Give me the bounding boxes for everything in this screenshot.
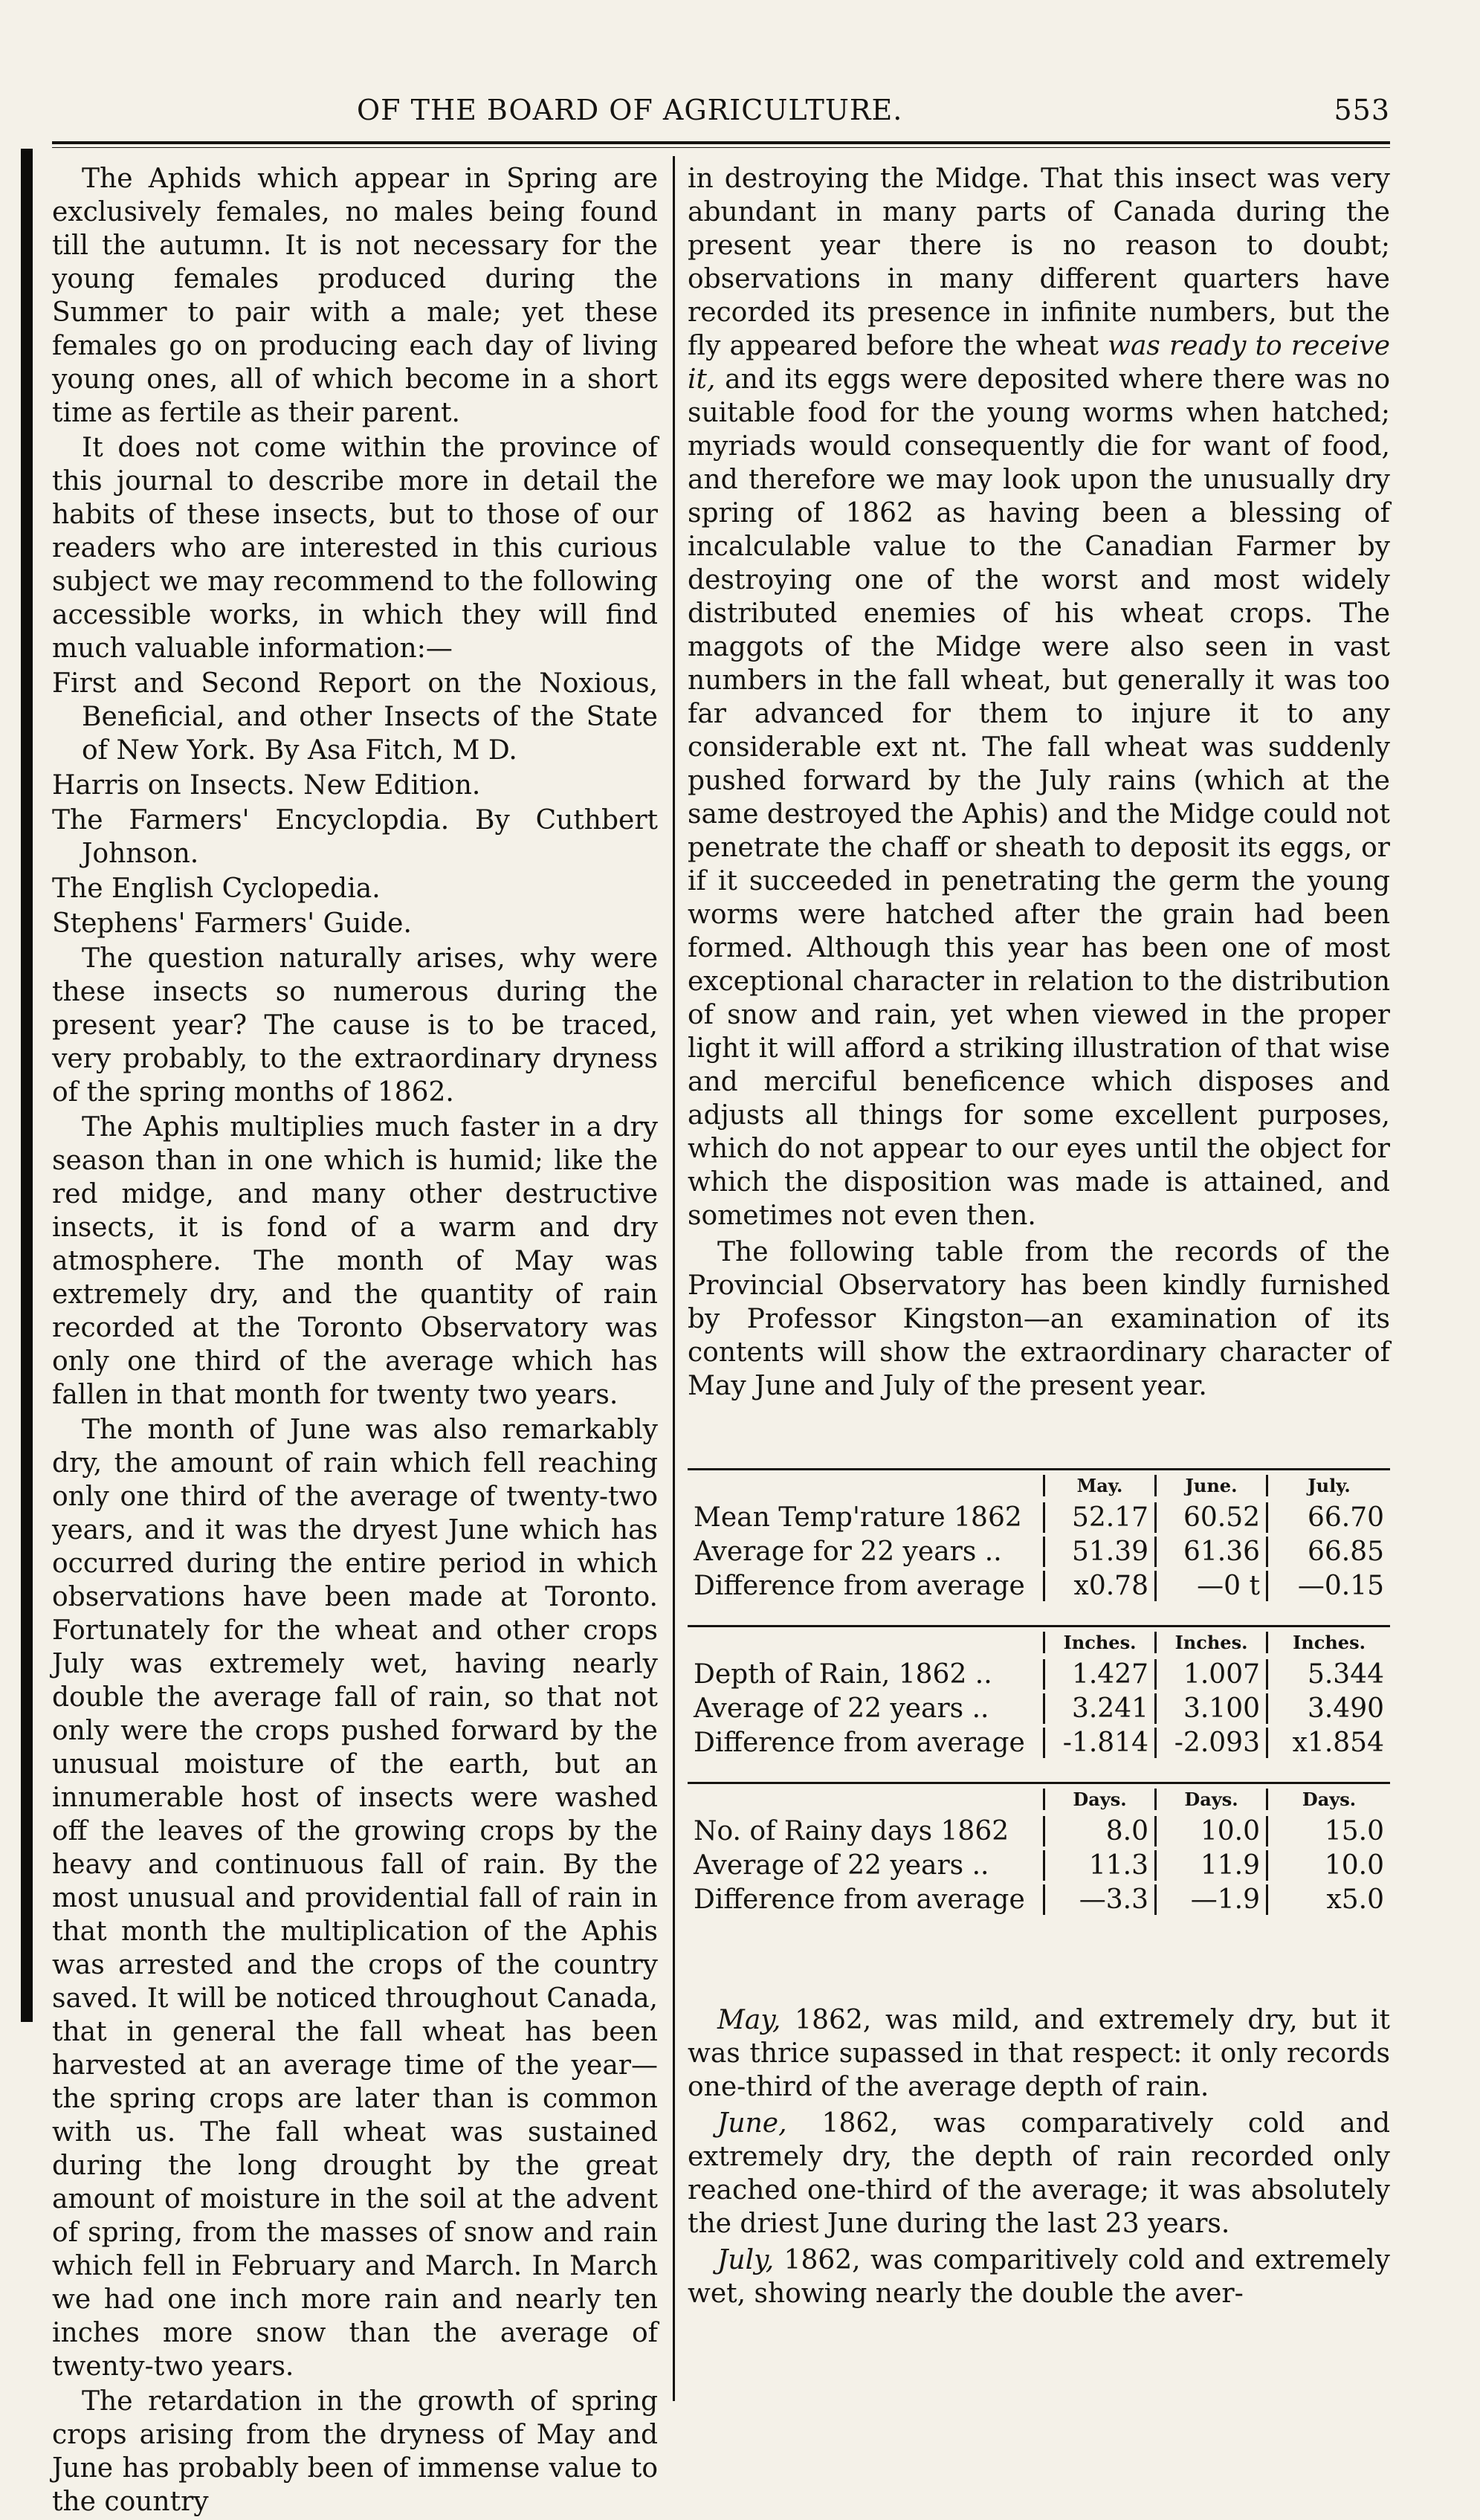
italic-phrase: was ready to receive it, [688,331,1391,395]
page-number: 553 [1334,94,1390,126]
column-header: Inches. [1043,1632,1154,1653]
left-column [52,162,658,2520]
table-block-temperature [688,1470,1390,1603]
paragraph: The following table from the records of the Provincial Observatory has been kindly furnished by Professor Kingston—an examination of its contents will show the extraordinary character of May June and July of the present year. [688,1237,1390,1401]
reference-item: The English Cyclopedia. [52,873,381,904]
table-block-rain [688,1627,1390,1760]
weather-table [688,1468,1390,1916]
table-cell: 10.0 [1154,1816,1266,1847]
table-cell: 15.0 [1266,1816,1390,1847]
right-column-continued [688,2003,1390,2313]
header-rule [52,141,1390,144]
table-cell: 66.85 [1266,1537,1390,1567]
table-cell: 3.490 [1266,1693,1390,1724]
table-cell: x0.78 [1043,1571,1154,1601]
row-label: Difference from average [694,1884,1025,1915]
paragraph [688,162,1390,1232]
table-cell: —1.9 [1154,1884,1266,1915]
table-cell: 10.0 [1266,1850,1390,1881]
table-cell: -2.093 [1154,1728,1266,1758]
running-title: OF THE BOARD OF AGRICULTURE. [357,94,903,126]
table-row [688,1814,1390,1848]
text-run: 1862, was mild, and extremely dry, but it was thrice supassed in that respect: it only records one-third of the average depth of rain. [688,2005,1390,2102]
table-cell: 1.007 [1154,1659,1266,1690]
paragraph [688,2107,1390,2240]
row-label: No. of Rainy days 1862 [694,1815,1009,1847]
table-header-row [688,1784,1390,1814]
table-header-row [688,1627,1390,1657]
row-label: Average of 22 years .. [694,1693,989,1724]
paragraph: The question naturally arises, why were these insects so numerous during the present year? The cause is to be traced, very probably, to the extraordinary dryness of the spring months of 1862. [52,943,658,1108]
table-row [688,1725,1390,1760]
column-header: July. [1266,1475,1390,1496]
paragraph: The Aphis multiplies much faster in a dry season than in one which is humid; like the red midge, and many other destructive insects, it is fond of a warm and dry atmosphere. The month of May was extremely dry, and the quantity of rain recorded at the Toronto Observatory was only one third of the average which has fallen in that month for twenty two years. [52,1112,658,1410]
table-row [688,1568,1390,1603]
paragraph: The month of June was also remarkably dry, the amount of rain which fell reaching only one third of the average of twenty-two years, and it was the dryest June which has occurred during the entire period in which observations have been made at Toronto. Fortunately for the wheat and other crops July was extremely wet, having nearly double the average fall of rain, so that not only were the crops pushed forward by the unusual moisture of the earth, but an innumerable host of insects were washed off the leaves of the growing crops by the heavy and continuous fall of rain. By the most unusual and providential fall of rain in that month the multiplication of the Aphis was arrested and the crops of the country saved. It will be noticed throughout Canada, that in general the fall wheat has been harvested at an average time of the year—the spring crops are later than is common with us. The fall wheat was sustained during the long drought by the great amount of moisture in the soil at the advent of spring, from the masses of snow and rain which fell in February and March. In March we had one inch more rain and nearly ten inches more snow than the average of twenty-two years. [52,1415,658,2382]
table-cell: —0.15 [1266,1571,1390,1601]
text-run: 1862, was comparatively cold and extremely dry, the depth of rain recorded only reached one-third of the average; it was absolutely the driest June during the last 23 years. [688,2108,1390,2239]
table-cell: 5.344 [1266,1659,1390,1690]
table-cell: 1.427 [1043,1659,1154,1690]
table-cell: 3.241 [1043,1693,1154,1724]
column-header: Inches. [1266,1632,1390,1653]
paragraph: It does not come within the province of this journal to describe more in detail the habits of these insects, but to those of our readers who are interested in this curious subject we may recommend to the following accessible works, in which they will find much valuable information:— [52,433,658,664]
column-header: Days. [1043,1789,1154,1810]
table-gap [688,1603,1390,1625]
month-name: May, [717,2005,781,2035]
paragraph: The Aphids which appear in Spring are exclusively females, no males being found till the autumn. It is not necessary for the young females produced during the Summer to pair with a male; yet these females go on producing each day of living young ones, all of which become in a short time as fertile as their parent. [52,164,658,428]
row-label: Difference from average [694,1727,1025,1758]
column-header: Inches. [1154,1632,1266,1653]
table-row [688,1882,1390,1916]
paragraph [688,2243,1390,2310]
row-label: Difference from average [694,1570,1025,1601]
reference-item: Harris on Insects. New Edition. [52,770,481,801]
table-cell: 11.9 [1154,1850,1266,1881]
running-head [52,83,1390,135]
table-gap [688,1760,1390,1782]
text-run: in destroying the Midge. That this insect was very abundant in many parts of Canada during the present year there is no reason to doubt; observations in many different quarters have recorded its presence in infinite numbers, but the fly appeared before the wheat [688,164,1390,361]
table-block-days [688,1784,1390,1916]
column-header: Days. [1266,1789,1390,1810]
paragraph: The retardation in the growth of spring crops arising from the dryness of May and June has probably been of immense value to the country [52,2386,658,2517]
table-cell: 11.3 [1043,1850,1154,1881]
table-cell: 51.39 [1043,1537,1154,1567]
table-cell: 52.17 [1043,1502,1154,1533]
row-label: Mean Temp'rature 1862 [694,1502,1022,1533]
table-cell: 8.0 [1043,1816,1154,1847]
table-row [688,1691,1390,1725]
table-cell: 3.100 [1154,1693,1266,1724]
table-row [688,1500,1390,1534]
paragraph [688,2003,1390,2104]
table-row [688,1657,1390,1691]
month-name: July, [717,2245,775,2275]
row-label: Depth of Rain, 1862 .. [694,1658,992,1690]
column-header: Days. [1154,1789,1266,1810]
table-cell: 60.52 [1154,1502,1266,1533]
row-label: Average of 22 years .. [694,1849,989,1881]
column-header: May. [1043,1475,1154,1496]
table-cell: 61.36 [1154,1537,1266,1567]
table-cell: -1.814 [1043,1728,1154,1758]
table-cell: x1.854 [1266,1728,1390,1758]
table-cell: x5.0 [1266,1884,1390,1915]
reference-item: First and Second Report on the Noxious, Beneficial, and other Insects of the State of New York. By Asa Fitch, M D. [52,668,658,766]
table-cell: 66.70 [1266,1502,1390,1533]
table-cell: —3.3 [1043,1884,1154,1915]
table-header-row [688,1470,1390,1500]
reference-item: Stephens' Farmers' Guide. [52,908,412,939]
text-run: and its eggs were deposited where there was no suitable food for the young worms when hatched; myriads would consequently die for want of food, and therefore we may look upon the unusually dry spring of 1862 as having been a blessing of incalculable value to the Canadian Farmer by destroying one of the worst and most widely distributed enemies of his wheat crops. The maggots of the Midge were also seen in vast numbers in the fall wheat, but generally it was too far advanced for them to injure it to any considerable ext nt. The fall wheat was suddenly pushed forward by the July rains (which at the same destroyed the Aphis) and the Midge could not penetrate the chaff or sheath to deposit its eggs, or if it succeeded in penetrating the germ the young worms were hatched after the grain had been formed. Although this year has been one of most exceptional character in relation to the distribution of snow and rain, yet when viewed in the proper light it will afford a striking illustration of that wise and merciful beneficence which disposes and adjusts all things for some excellent purposes, which do not appear to our eyes until the object for which the disposition was made is attained, and sometimes not even then. [688,364,1390,1231]
column-header: June. [1154,1475,1266,1496]
right-column [688,162,1390,1406]
scan-binding-edge [21,149,33,2022]
text-run: 1862, was comparitively cold and extremely wet, showing nearly the double the aver- [688,2245,1390,2309]
table-row [688,1534,1390,1568]
reference-item: The Farmers' Encyclopdia. By Cuthbert Johnson. [52,805,658,869]
row-label: Average for 22 years .. [694,1536,1002,1567]
month-name: June, [717,2108,787,2139]
table-row [688,1848,1390,1882]
header-rule-thin [52,147,1390,148]
column-divider [673,156,675,2401]
table-cell: —0 t [1154,1571,1266,1601]
